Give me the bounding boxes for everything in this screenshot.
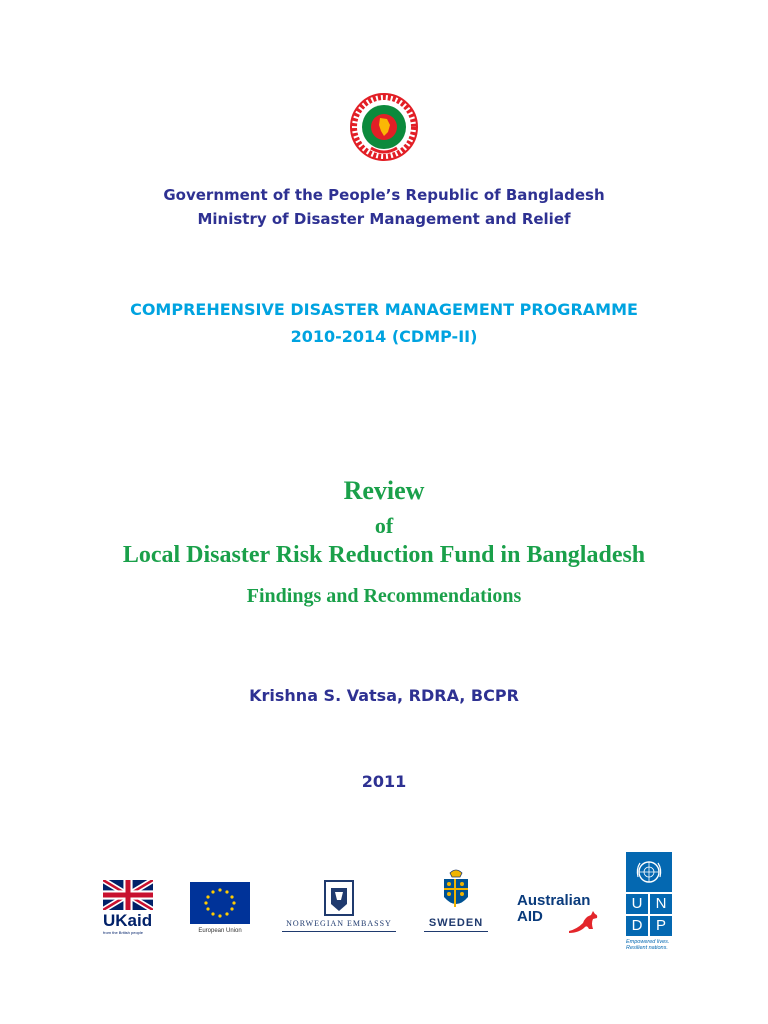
australian-aid-line1: Australian: [517, 892, 591, 909]
ukaid-logo: [103, 880, 153, 940]
undp-tagline-1: Empowered lives.: [626, 939, 670, 945]
year: 2011: [361, 772, 407, 791]
undp-tagline-2: Resilient nations.: [626, 945, 668, 951]
ministry-name: Ministry of Disaster Management and Relief: [197, 210, 571, 228]
government-seal: [349, 92, 419, 162]
eu-logo: [190, 882, 250, 937]
title-review: Review: [343, 476, 425, 505]
undp-letter-n: N: [650, 894, 672, 914]
undp-un-emblem: [626, 852, 672, 892]
undp-letter-d: D: [626, 916, 648, 936]
sweden-logo: [424, 867, 488, 935]
eu-label: European Union: [198, 928, 242, 934]
programme-period: 2010-2014 (CDMP-II): [290, 327, 478, 346]
norwegian-embassy-label: NORWEGIAN EMBASSY: [286, 919, 392, 928]
australian-aid-logo: [517, 893, 607, 937]
ukaid-brand: UKaid: [103, 911, 153, 930]
author: Krishna S. Vatsa, RDRA, BCPR: [249, 686, 519, 705]
sweden-divider: [424, 931, 488, 932]
government-name: Government of the People’s Republic of Bangladesh: [163, 186, 605, 204]
undp-logo: [626, 852, 674, 956]
title-subtitle: Findings and Recommendations: [246, 585, 522, 607]
title-of: of: [374, 513, 394, 538]
title-main: Local Disaster Risk Reduction Fund in Bangladesh: [122, 542, 646, 568]
undp-letter-p: P: [650, 916, 672, 936]
ukaid-tagline: from the British people: [103, 930, 144, 935]
kangaroo-icon: [563, 907, 603, 935]
norwegian-embassy-logo: [282, 880, 396, 935]
programme-title: COMPREHENSIVE DISASTER MANAGEMENT PROGRAMME: [130, 300, 638, 319]
undp-letter-u: U: [626, 894, 648, 914]
norwegian-divider: [282, 931, 396, 932]
un-emblem-icon: [634, 857, 664, 887]
sweden-label: SWEDEN: [428, 917, 484, 929]
australian-aid-line2: AID: [517, 908, 543, 925]
